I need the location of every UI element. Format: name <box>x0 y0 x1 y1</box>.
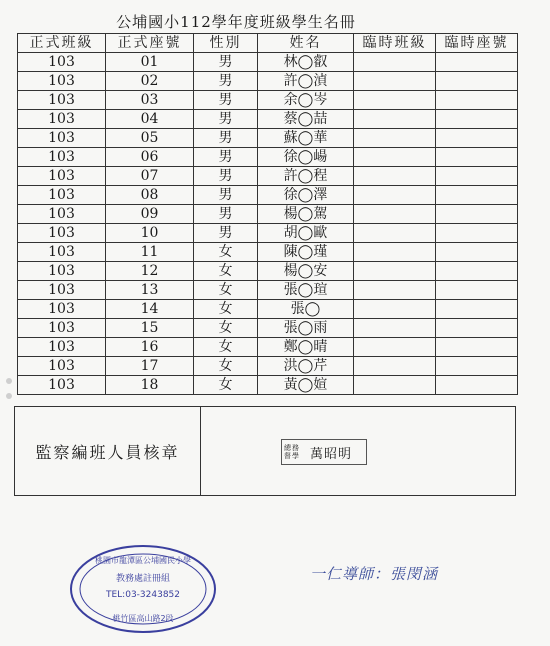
table-row <box>18 224 518 243</box>
table-row <box>18 338 518 357</box>
cell-name: 徐◯崵 <box>258 148 354 167</box>
table-row <box>18 300 518 319</box>
header-temp-seat: 臨時座號 <box>436 34 518 53</box>
cell-temp-class <box>354 72 436 91</box>
cell-temp-class <box>354 110 436 129</box>
cell-official-seat: 10 <box>106 224 194 243</box>
table-row <box>18 72 518 91</box>
cell-temp-seat <box>436 167 518 186</box>
header-temp-class: 臨時班級 <box>354 34 436 53</box>
table-row <box>18 243 518 262</box>
header-name: 姓名 <box>258 34 354 53</box>
cell-temp-seat <box>436 262 518 281</box>
cell-official-seat: 01 <box>106 53 194 72</box>
cell-temp-class <box>354 338 436 357</box>
cell-official-seat: 17 <box>106 357 194 376</box>
table-row <box>18 167 518 186</box>
cell-name: 洪◯芹 <box>258 357 354 376</box>
cell-official-seat: 03 <box>106 91 194 110</box>
cell-gender: 男 <box>194 53 258 72</box>
cell-gender: 女 <box>194 357 258 376</box>
cell-temp-class <box>354 300 436 319</box>
cell-official-class: 103 <box>18 205 106 224</box>
cell-gender: 男 <box>194 205 258 224</box>
seal-name: 萬昭明 <box>310 446 353 462</box>
cell-name: 許◯湞 <box>258 72 354 91</box>
cell-name: 許◯程 <box>258 167 354 186</box>
cell-name: 陳◯瑾 <box>258 243 354 262</box>
cell-official-seat: 14 <box>106 300 194 319</box>
cell-official-class: 103 <box>18 129 106 148</box>
cell-official-seat: 09 <box>106 205 194 224</box>
cell-name: 張◯雨 <box>258 319 354 338</box>
cell-temp-seat <box>436 243 518 262</box>
cell-gender: 男 <box>194 110 258 129</box>
cell-gender: 男 <box>194 186 258 205</box>
cell-name: 張◯瑄 <box>258 281 354 300</box>
cell-gender: 女 <box>194 262 258 281</box>
cell-temp-class <box>354 129 436 148</box>
cell-official-seat: 04 <box>106 110 194 129</box>
cell-official-seat: 16 <box>106 338 194 357</box>
teacher-signature: 一仁導師：張閔涵 <box>310 565 439 583</box>
stamp-line-1: 桃園市龍潭區公埔國民小學 <box>95 556 191 565</box>
cell-gender: 女 <box>194 319 258 338</box>
cell-temp-class <box>354 148 436 167</box>
supervisor-sign-box <box>14 406 516 496</box>
cell-official-class: 103 <box>18 72 106 91</box>
cell-official-class: 103 <box>18 338 106 357</box>
cell-name: 徐◯澤 <box>258 186 354 205</box>
cell-official-seat: 02 <box>106 72 194 91</box>
stamp-line-3: TEL:03-3243852 <box>105 590 181 600</box>
cell-official-class: 103 <box>18 53 106 72</box>
stamp-line-4: 桃竹區高山路2段 <box>112 614 174 623</box>
cell-official-seat: 18 <box>106 376 194 395</box>
cell-official-class: 103 <box>18 319 106 338</box>
cell-name: 鄭◯晴 <box>258 338 354 357</box>
cell-official-seat: 15 <box>106 319 194 338</box>
cell-temp-class <box>354 53 436 72</box>
cell-gender: 男 <box>194 148 258 167</box>
cell-temp-seat <box>436 376 518 395</box>
cell-temp-seat <box>436 300 518 319</box>
cell-temp-class <box>354 243 436 262</box>
header-official-class: 正式班級 <box>18 34 106 53</box>
cell-temp-class <box>354 357 436 376</box>
cell-temp-seat <box>436 91 518 110</box>
cell-name: 余◯岑 <box>258 91 354 110</box>
cell-gender: 男 <box>194 167 258 186</box>
cell-name: 楊◯安 <box>258 262 354 281</box>
cell-name: 張◯ <box>258 300 354 319</box>
office-stamp-icon <box>68 543 218 635</box>
seal-role: 總務 督學 <box>284 444 300 460</box>
student-roster-table <box>17 33 518 395</box>
header-gender: 性別 <box>194 34 258 53</box>
supervisor-sign-area <box>201 407 515 495</box>
page-title: 公埔國小112學年度班級學生名冊 <box>116 13 356 31</box>
cell-temp-seat <box>436 53 518 72</box>
cell-temp-seat <box>436 357 518 376</box>
punch-hole <box>6 393 12 399</box>
cell-temp-class <box>354 281 436 300</box>
cell-official-class: 103 <box>18 376 106 395</box>
cell-name: 蘇◯華 <box>258 129 354 148</box>
header-official-seat: 正式座號 <box>106 34 194 53</box>
cell-temp-seat <box>436 129 518 148</box>
table-row <box>18 281 518 300</box>
cell-official-seat: 11 <box>106 243 194 262</box>
cell-temp-seat <box>436 148 518 167</box>
cell-temp-seat <box>436 186 518 205</box>
table-row <box>18 148 518 167</box>
table-row <box>18 129 518 148</box>
cell-official-class: 103 <box>18 91 106 110</box>
cell-official-seat: 12 <box>106 262 194 281</box>
cell-name: 黃◯媗 <box>258 376 354 395</box>
cell-name: 胡◯歐 <box>258 224 354 243</box>
cell-temp-seat <box>436 281 518 300</box>
cell-temp-class <box>354 262 436 281</box>
cell-temp-seat <box>436 338 518 357</box>
table-row <box>18 319 518 338</box>
cell-name: 林◯叡 <box>258 53 354 72</box>
punch-hole <box>6 378 12 384</box>
cell-temp-seat <box>436 110 518 129</box>
cell-gender: 男 <box>194 72 258 91</box>
cell-official-class: 103 <box>18 262 106 281</box>
supervisor-seal <box>281 439 367 465</box>
supervisor-label: 監察編班人員核章 <box>15 407 201 495</box>
cell-temp-class <box>354 376 436 395</box>
cell-official-class: 103 <box>18 167 106 186</box>
cell-temp-seat <box>436 72 518 91</box>
cell-name: 蔡◯喆 <box>258 110 354 129</box>
cell-temp-class <box>354 91 436 110</box>
cell-official-seat: 06 <box>106 148 194 167</box>
cell-gender: 女 <box>194 338 258 357</box>
table-row <box>18 376 518 395</box>
cell-gender: 女 <box>194 376 258 395</box>
cell-official-seat: 13 <box>106 281 194 300</box>
cell-official-class: 103 <box>18 186 106 205</box>
cell-temp-class <box>354 224 436 243</box>
cell-official-class: 103 <box>18 243 106 262</box>
table-row <box>18 110 518 129</box>
cell-gender: 女 <box>194 281 258 300</box>
table-row <box>18 91 518 110</box>
cell-gender: 男 <box>194 91 258 110</box>
cell-temp-class <box>354 319 436 338</box>
table-row <box>18 262 518 281</box>
cell-temp-seat <box>436 205 518 224</box>
cell-temp-class <box>354 205 436 224</box>
stamp-line-2: 教務處註冊組 <box>115 574 171 584</box>
cell-temp-class <box>354 186 436 205</box>
cell-gender: 女 <box>194 243 258 262</box>
cell-official-seat: 07 <box>106 167 194 186</box>
cell-temp-seat <box>436 224 518 243</box>
cell-official-class: 103 <box>18 224 106 243</box>
cell-gender: 男 <box>194 224 258 243</box>
table-row <box>18 205 518 224</box>
cell-gender: 女 <box>194 300 258 319</box>
cell-name: 楊◯駕 <box>258 205 354 224</box>
cell-temp-seat <box>436 319 518 338</box>
table-row <box>18 357 518 376</box>
cell-official-class: 103 <box>18 148 106 167</box>
cell-official-class: 103 <box>18 281 106 300</box>
table-row <box>18 53 518 72</box>
cell-official-class: 103 <box>18 110 106 129</box>
cell-gender: 男 <box>194 129 258 148</box>
cell-official-seat: 08 <box>106 186 194 205</box>
table-row <box>18 186 518 205</box>
cell-temp-class <box>354 167 436 186</box>
cell-official-class: 103 <box>18 300 106 319</box>
cell-official-class: 103 <box>18 357 106 376</box>
table-header-row <box>18 34 518 53</box>
cell-official-seat: 05 <box>106 129 194 148</box>
